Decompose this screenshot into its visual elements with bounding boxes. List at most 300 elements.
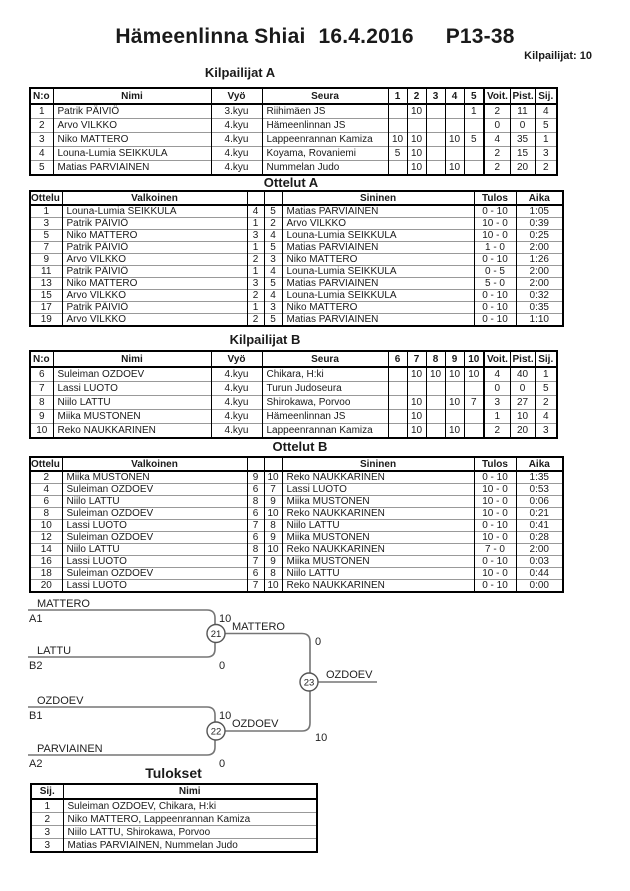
table-cell: 0:00 [516,580,563,593]
table-cell: 4 [484,133,510,147]
table-cell: Niilo LATTU [282,520,474,532]
table-cell: Reko NAUKKARINEN [282,580,474,593]
table-cell: 5 [535,119,557,133]
bracket-winner-score: 10 [315,732,328,744]
table-row [30,532,563,544]
table-cell: 10 [464,367,484,382]
table-cell: 15 [30,290,62,302]
table-cell: 2:00 [516,266,563,278]
table-cell: 10 [407,161,426,176]
column-header: N:o [30,351,53,367]
bracket-entry-score: 0 [219,758,226,770]
table-cell: 11 [510,104,535,119]
column-header [247,457,264,471]
table-cell: Matias PARVIAINEN [53,161,211,176]
table-cell: 10 [388,133,407,147]
table-cell: 0 - 10 [474,254,516,266]
table-cell: 27 [510,396,535,410]
table-row [30,302,563,314]
table-cell: 3 [247,230,264,242]
table-row [30,382,557,396]
table-cell [464,147,484,161]
table-cell: Shirokawa, Porvoo [262,396,388,410]
table-cell: 9 [264,496,282,508]
table-cell: 11 [30,266,62,278]
table-cell: 10 [407,424,426,439]
section-title-kilpailijat-a: Kilpailijat A [204,65,276,80]
table-cell: 7 [30,382,53,396]
table-cell: 10 [30,520,62,532]
table-cell: 4.kyu [211,367,262,382]
column-header: 8 [426,351,445,367]
kilpailijat-b-table [29,350,558,439]
table-cell: 9 [264,556,282,568]
table-cell: 5 - 0 [474,278,516,290]
table-cell: 1 [464,104,484,119]
table-cell: 10 [264,471,282,484]
table-cell: 2 [31,813,63,826]
table-cell: Hämeenlinnan JS [262,410,388,424]
table-cell: Suleiman OZDOEV, Chikara, H:ki [63,799,317,813]
table-cell: 7 [30,242,62,254]
table-cell: 6 [247,568,264,580]
column-header: Ottelu [30,457,62,471]
table-cell: 4.kyu [211,396,262,410]
table-cell: 1 [247,218,264,230]
table-cell: 1:26 [516,254,563,266]
kilpailijat-a-table [29,87,558,176]
table-row [30,278,563,290]
table-cell: 4 [264,230,282,242]
table-cell: 12 [30,532,62,544]
table-cell: 2 [247,290,264,302]
bracket-line-winner-21 [225,634,310,674]
table-cell: Arvo VILKKO [62,254,247,266]
column-header: Nimi [53,88,211,104]
column-header [264,457,282,471]
table-cell: Niko MATTERO [62,230,247,242]
table-cell: 9 [264,532,282,544]
table-cell: 4 [484,367,510,382]
section-title-ottelut-b: Ottelut B [272,439,328,454]
table-cell: 6 [30,496,62,508]
table-row [30,471,563,484]
table-cell [426,424,445,439]
table-cell: 2 [247,314,264,327]
table-cell: 20 [510,161,535,176]
tulokset-table [30,783,318,853]
table-cell: 3 [31,839,63,853]
match-number: 21 [210,629,222,640]
table-cell: Niko MATTERO [62,278,247,290]
table-cell [388,382,407,396]
table-cell: 1 [38,106,45,117]
table-cell: 1:35 [516,471,563,484]
column-header: 7 [407,351,426,367]
bracket-entry-name: OZDOEV [37,695,84,707]
competitor-count: Kilpailijat: 10 [524,50,592,62]
table-cell: 5 [264,242,282,254]
table-cell: 10 [407,104,426,119]
column-header [247,191,264,205]
table-cell: 7 [247,556,264,568]
table-cell [464,161,484,176]
table-cell: 7 - 0 [474,544,516,556]
table-row [30,119,557,133]
table-cell: 10 [264,508,282,520]
column-header: 10 [464,351,484,367]
table-cell: 10 [445,161,464,176]
column-header: Sij. [31,784,63,799]
table-cell: 10 [445,133,464,147]
table-cell: 2 [484,424,510,439]
table-cell: 10 [407,133,426,147]
table-cell [426,119,445,133]
section-title-ottelut-a: Ottelut A [263,175,319,190]
table-cell: 0 - 10 [474,205,516,218]
bracket-entry-score: 10 [219,613,232,625]
table-row [30,266,563,278]
table-cell: 10 [510,410,535,424]
table-cell: 10 [30,424,53,439]
event-name: Hämeenlinna Shiai [115,25,306,48]
table-cell: 10 [407,367,426,382]
table-cell: 6 [38,369,45,380]
table-row [30,424,557,439]
table-row [30,147,557,161]
table-cell: 7 [464,396,484,410]
table-cell [388,410,407,424]
column-header: Aika [516,191,563,205]
table-cell [388,119,407,133]
table-cell [445,410,464,424]
table-cell: 15 [510,147,535,161]
column-header: Sij. [535,88,557,104]
table-cell: 0:28 [516,532,563,544]
table-cell: 10 [407,410,426,424]
column-header: Valkoinen [62,191,247,205]
column-header: Voit. [484,351,510,367]
table-cell: 2:00 [516,242,563,254]
table-cell: Turun Judoseura [262,382,388,396]
table-cell: 1:05 [516,205,563,218]
medal-bracket-diagram [25,592,390,777]
bracket-entry-name: PARVIAINEN [37,743,103,755]
table-cell: Louna-Lumia SEIKKULA [282,230,474,242]
table-cell [388,367,407,382]
table-cell: Reko NAUKKARINEN [282,544,474,556]
header-row [30,191,563,205]
column-header: Sij. [535,351,557,367]
table-cell: 10 [445,424,464,439]
table-cell: 16 [30,556,62,568]
table-cell: 0 [484,382,510,396]
table-cell [388,161,407,176]
table-cell: 4 [535,410,557,424]
table-cell: 3 [30,133,53,147]
table-cell: Lassi LUOTO [62,556,247,568]
table-cell: 0:35 [516,302,563,314]
table-cell: Niilo LATTU [53,396,211,410]
table-cell: 5 [388,147,407,161]
table-cell: Matias PARVIAINEN, Nummelan Judo [63,839,317,853]
table-cell: 3 [31,826,63,839]
table-cell: 2 [264,218,282,230]
table-cell: 4.kyu [211,147,262,161]
table-cell: 2:00 [516,544,563,556]
table-cell: 8 [264,568,282,580]
table-cell: 1 [43,206,50,217]
match-number: 23 [303,677,315,689]
table-cell: 0 - 10 [474,520,516,532]
table-cell: 0:25 [516,230,563,242]
table-cell: Miika MUSTONEN [282,496,474,508]
table-cell [445,147,464,161]
table-cell: 4 [30,484,62,496]
table-cell: 4 [30,147,53,161]
table-cell: Miika MUSTONEN [282,532,474,544]
table-cell: 20 [30,580,62,593]
table-cell [407,119,426,133]
table-cell [464,119,484,133]
table-cell: Lappeenrannan Kamiza [262,424,388,439]
table-cell: Patrik PÄIVIÖ [53,104,211,119]
table-cell: 10 - 0 [474,484,516,496]
column-header: 6 [388,351,407,367]
column-header: Voit. [484,88,510,104]
table-cell: Nummelan Judo [262,161,388,176]
table-row [31,826,317,839]
table-row [30,580,563,593]
table-cell: 0:21 [516,508,563,520]
table-cell: Reko NAUKKARINEN [53,424,211,439]
table-cell: 9 [30,254,62,266]
table-cell: 0:41 [516,520,563,532]
table-row [30,484,563,496]
table-row [31,839,317,853]
table-cell: Riihimäen JS [262,104,388,119]
table-cell: 3 [535,147,557,161]
bracket-entry-name: LATTU [37,645,72,657]
table-cell: 13 [30,278,62,290]
table-cell: 3.kyu [211,104,262,119]
table-cell: 10 [445,396,464,410]
column-header: 3 [426,88,445,104]
table-row [30,410,557,424]
header-row [30,457,563,471]
table-cell: 3 [264,302,282,314]
table-cell: Miika MUSTONEN [62,471,247,484]
table-row [30,254,563,266]
table-cell [426,382,445,396]
table-cell: 10 [407,147,426,161]
table-cell: 4.kyu [211,119,262,133]
table-cell: 0 [484,119,510,133]
column-header: Nimi [63,784,317,799]
table-cell: 2 [535,396,557,410]
table-row [30,544,563,556]
column-header: Tulos [474,457,516,471]
bracket-entry-seed: B2 [29,660,43,672]
column-header: Pist. [510,88,535,104]
table-row [30,496,563,508]
table-cell: 7 [247,520,264,532]
table-cell: 10 - 0 [474,218,516,230]
bracket-winner-name: OZDOEV [232,718,279,730]
table-cell: 4.kyu [211,133,262,147]
table-cell: 0:03 [516,556,563,568]
column-header: 5 [464,88,484,104]
table-cell: 0 - 10 [474,556,516,568]
table-cell: 1 [247,302,264,314]
table-cell: 18 [30,568,62,580]
table-cell [426,161,445,176]
table-cell: Niilo LATTU, Shirokawa, Porvoo [63,826,317,839]
table-cell: 19 [30,314,62,327]
table-row [30,205,563,218]
table-cell: Louna-Lumia SEIKKULA [282,290,474,302]
table-cell: 10 [264,544,282,556]
table-cell: 8 [30,396,53,410]
bracket-final-winner-name: OZDOEV [326,669,373,681]
column-header: 2 [407,88,426,104]
table-cell: 10 - 0 [474,496,516,508]
table-cell: Reko NAUKKARINEN [282,508,474,520]
table-cell: 10 [426,367,445,382]
table-cell: 2 [484,161,510,176]
bracket-entry-name: MATTERO [37,598,90,610]
table-cell: Reko NAUKKARINEN [282,471,474,484]
table-cell: 2 [30,119,53,133]
table-cell: Niilo LATTU [62,496,247,508]
match-number: 22 [210,726,222,738]
table-cell: Niko MATTERO, Lappeenrannan Kamiza [63,813,317,826]
table-row [30,367,557,382]
table-cell: 4.kyu [211,424,262,439]
table-cell: 0:32 [516,290,563,302]
header-row [30,88,557,104]
table-cell: Niko MATTERO [282,254,474,266]
header-row [30,351,557,367]
table-cell: 0 - 5 [474,266,516,278]
table-row [30,242,563,254]
table-row [30,104,557,119]
table-cell: 5 [30,230,62,242]
table-cell: 2 [247,254,264,266]
table-cell: 4 [264,290,282,302]
bracket-line-b1 [28,707,215,722]
table-cell: 10 - 0 [474,568,516,580]
bracket-entry-seed: B1 [29,710,43,722]
header-row [31,784,317,799]
table-cell: 10 - 0 [474,230,516,242]
table-cell: 9 [30,410,53,424]
table-row [30,520,563,532]
table-cell: 14 [30,544,62,556]
table-cell: 9 [247,471,264,484]
table-cell: 4 [264,266,282,278]
section-title-tulokset: Tulokset [145,765,202,781]
table-cell: 10 - 0 [474,532,516,544]
table-row [30,556,563,568]
table-cell: 7 [247,580,264,593]
table-cell: 10 [407,396,426,410]
table-row [30,314,563,327]
table-cell [464,410,484,424]
table-cell: 2 [535,161,557,176]
table-cell: 2 [484,147,510,161]
column-header: Aika [516,457,563,471]
table-cell: 4 [535,104,557,119]
table-cell: Niilo LATTU [282,568,474,580]
table-cell: 40 [510,367,535,382]
table-cell: 2 [43,472,50,483]
table-cell: Miika MUSTONEN [53,410,211,424]
table-cell: Lassi LUOTO [282,484,474,496]
section-title-kilpailijat-b: Kilpailijat B [229,332,301,347]
table-row [31,813,317,826]
table-cell: Suleiman OZDOEV [62,484,247,496]
column-header: 9 [445,351,464,367]
table-cell: Suleiman OZDOEV [62,568,247,580]
table-cell: 7 [264,484,282,496]
table-cell: 2:00 [516,278,563,290]
bracket-entry-score: 10 [219,710,232,722]
table-cell [388,104,407,119]
table-cell: 4.kyu [211,161,262,176]
table-cell [426,147,445,161]
table-cell: 0 - 10 [474,471,516,484]
column-header: Tulos [474,191,516,205]
table-cell: 1 [535,367,557,382]
table-cell: Hämeenlinnan JS [262,119,388,133]
table-cell: Matias PARVIAINEN [282,278,474,290]
table-cell: 8 [247,544,264,556]
table-cell [426,396,445,410]
ottelut-b-table [29,456,564,593]
column-header: N:o [30,88,53,104]
table-cell: 0 [510,119,535,133]
table-cell: 8 [247,496,264,508]
table-cell: Lassi LUOTO [53,382,211,396]
column-header: Seura [262,351,388,367]
table-cell: 0:39 [516,218,563,230]
table-cell: Matias PARVIAINEN [282,242,474,254]
table-cell: Chikara, H:ki [262,367,388,382]
table-cell: 3 [264,254,282,266]
table-cell: Suleiman OZDOEV [53,367,211,382]
column-header: Vyö [211,88,262,104]
table-cell: Matias PARVIAINEN [282,205,474,218]
table-cell: 20 [510,424,535,439]
table-cell [426,104,445,119]
table-cell: 6 [247,508,264,520]
table-cell [445,382,464,396]
table-cell: 4.kyu [211,382,262,396]
table-cell: Patrik PÄIVIÖ [62,302,247,314]
table-row [30,396,557,410]
table-cell: Patrik PÄIVIÖ [62,242,247,254]
table-cell: Suleiman OZDOEV [62,532,247,544]
column-header: Seura [262,88,388,104]
table-cell [388,396,407,410]
ottelut-a-table [29,190,564,327]
table-cell: Patrik PÄIVIÖ [62,266,247,278]
table-cell: 8 [30,508,62,520]
weight-category: P13-38 [445,25,515,48]
table-cell: Niilo LATTU [62,544,247,556]
table-cell: Niko MATTERO [282,302,474,314]
